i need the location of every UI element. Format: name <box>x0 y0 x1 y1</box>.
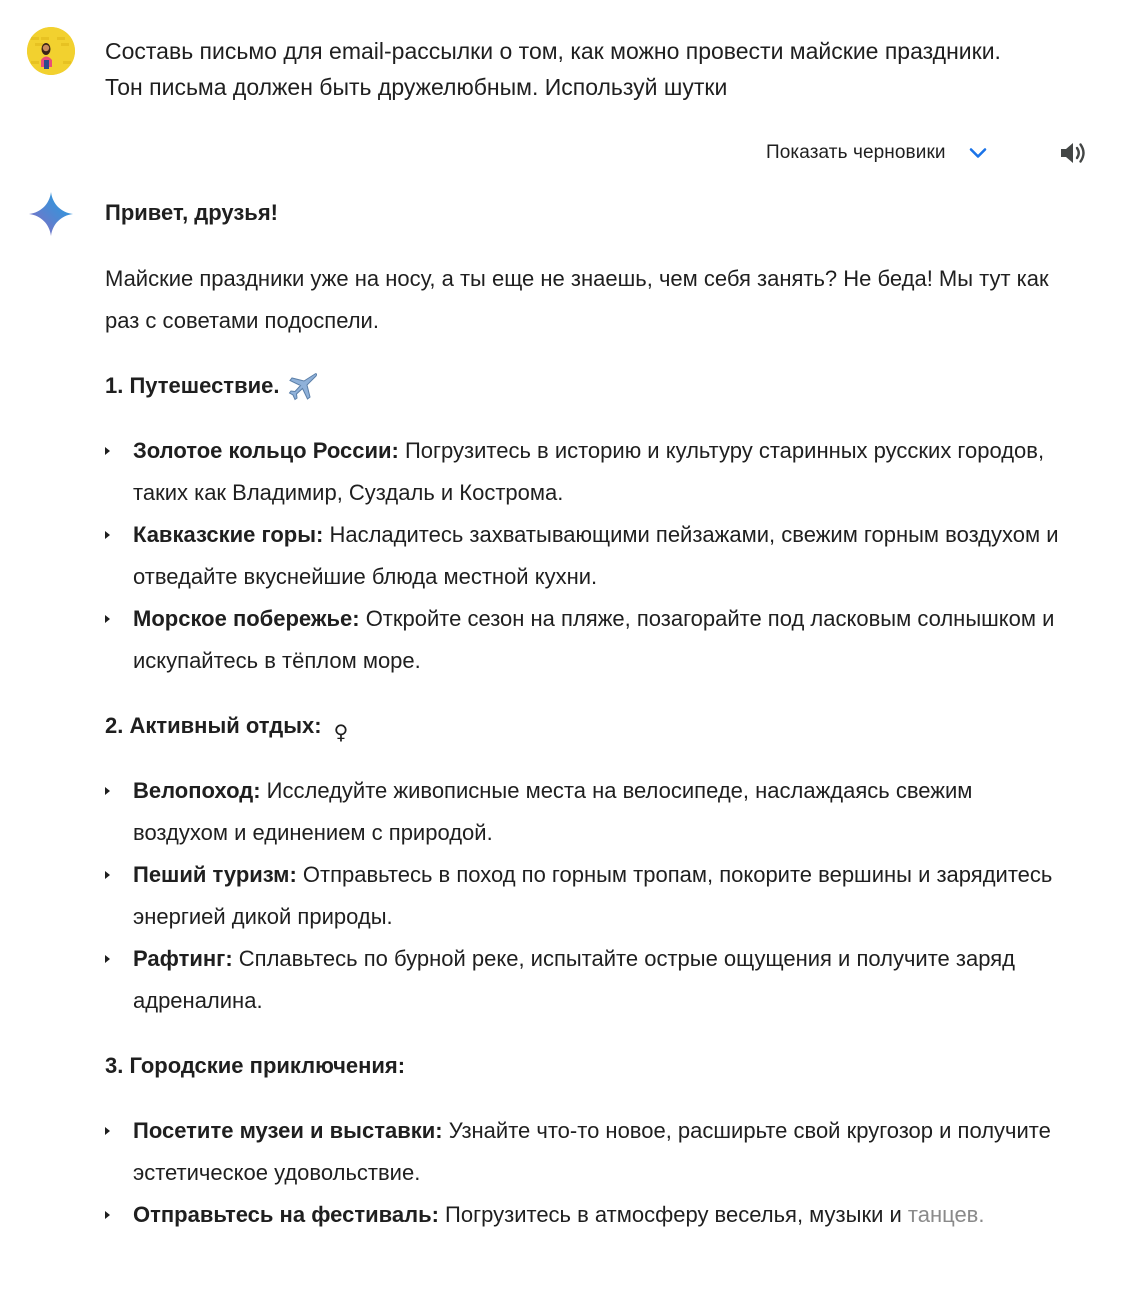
list-item-text: Сплавьтесь по бурной реке, испытайте острые ощущения и получите заряд адреналина. <box>133 946 1015 1013</box>
prompt-text: Составь письмо для email-рассылки о том, как можно провести майские праздники. Тон письма должен быть дружелюбным. Используй шутки <box>105 38 1001 100</box>
airplane-icon <box>287 370 319 402</box>
section-list <box>105 1110 1065 1236</box>
list-item-text: Исследуйте живописные места на велосипеде, наслаждаясь свежим воздухом и единением с природой. <box>133 778 973 845</box>
list-item <box>105 1110 1065 1194</box>
list-item <box>105 514 1065 598</box>
section-list <box>105 770 1065 1022</box>
bullet-icon <box>105 1127 110 1135</box>
response-body <box>105 195 1065 1236</box>
bullet-icon <box>105 955 110 963</box>
list-item <box>105 430 1065 514</box>
section-title-text: 1. Путешествие. <box>105 373 280 398</box>
female-sign-icon: ♀ <box>333 720 349 744</box>
bullet-icon <box>105 871 110 879</box>
list-item <box>105 770 1065 854</box>
bullet-icon <box>105 531 110 539</box>
list-item-title: Кавказские горы: <box>133 522 324 547</box>
list-item <box>105 598 1065 682</box>
list-item <box>105 854 1065 938</box>
list-item-fading-text: танцев. <box>907 1202 985 1227</box>
list-item-text: Откройте сезон на пляже, позагорайте под ласковым солнышком и искупайтесь в тёплом море. <box>133 606 1055 673</box>
bullet-icon <box>105 447 110 455</box>
list-item-title: Морское побережье: <box>133 606 360 631</box>
list-item-title: Рафтинг: <box>133 946 233 971</box>
section-title-text: 2. Активный отдых: <box>105 713 322 738</box>
response-greeting: Привет, друзья! <box>105 200 278 225</box>
bullet-icon <box>105 615 110 623</box>
list-item-text: Узнайте что-то новое, расширьте свой кругозор и получите эстетическое удовольствие. <box>133 1118 1051 1185</box>
list-item-title: Велопоход: <box>133 778 261 803</box>
list-item <box>105 938 1065 1022</box>
avatar-image <box>27 27 75 75</box>
list-item-text: Погрузитесь в атмосферу веселья, музыки и <box>438 1202 908 1227</box>
gemini-spark-icon <box>27 190 75 238</box>
chevron-down-icon[interactable] <box>966 141 990 165</box>
list-item-text: Погрузитесь в историю и культуру старинных русских городов, таких как Владимир, Суздаль и Кострома. <box>133 438 1045 505</box>
list-item-text: Отправьтесь в поход по горным тропам, покорите вершины и зарядитесь энергией дикой природы. <box>133 862 1053 929</box>
response-intro: Майские праздники уже на носу, а ты еще не знаешь, чем себя занять? Не беда! Мы тут как раз с советами подоспели. <box>105 266 1049 333</box>
speaker-icon[interactable] <box>1058 138 1088 168</box>
section-title <box>105 366 1065 406</box>
section-title <box>105 706 1065 746</box>
section-title <box>105 1046 1065 1086</box>
list-item-text: Насладитесь захватывающими пейзажами, свежим горным воздухом и отведайте вкуснейшие блюда местной кухни. <box>133 522 1059 589</box>
show-drafts-label: Показать черновики <box>766 142 946 163</box>
list-item-title: Золотое кольцо России: <box>133 438 399 463</box>
bullet-icon <box>105 787 110 795</box>
show-drafts-button[interactable] <box>766 137 990 169</box>
list-item-title: Отправьтесь на фестиваль: <box>133 1202 439 1227</box>
list-item-title: Посетите музеи и выставки: <box>133 1118 443 1143</box>
list-item <box>105 1194 1065 1236</box>
section-list <box>105 430 1065 682</box>
user-avatar[interactable] <box>27 27 75 75</box>
section-title-text: 3. Городские приключения: <box>105 1053 406 1078</box>
list-item-title: Пеший туризм: <box>133 862 297 887</box>
bullet-icon <box>105 1211 110 1219</box>
